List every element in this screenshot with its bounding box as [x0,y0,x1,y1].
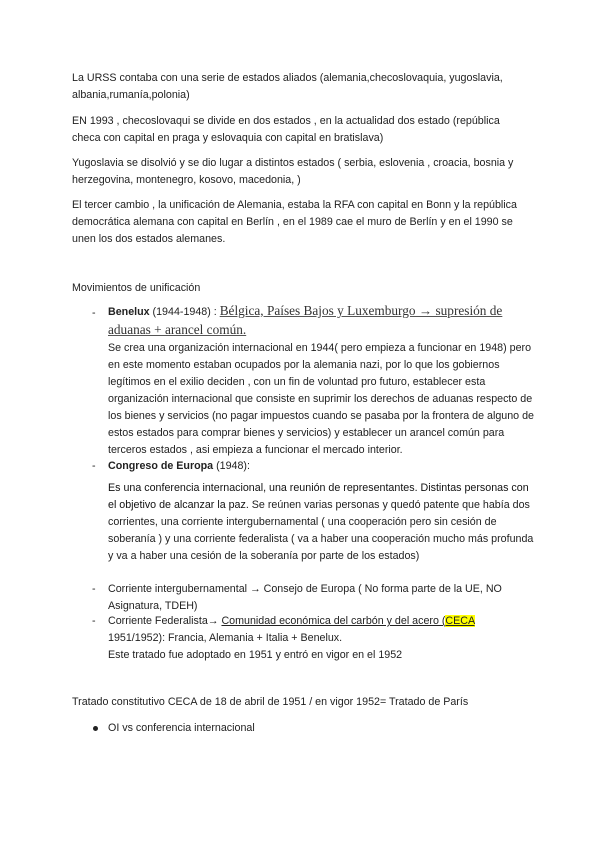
section-title: Movimientos de unificación [72,282,201,294]
federal-prefix: Corriente Federalista→ [108,615,222,627]
congreso-body-rest: Se reúnen varias personas y quedó patente que había dos corrientes, una corriente intergubernamental ( una cooperación pero sin cesión de soberanía ) y una corriente federalista ( va a haber una cooperación mucho más profunda y va a haber una cesión de la soberanía por parte de los estados) [108,499,534,562]
congreso-body [108,480,534,565]
benelux-name: Benelux [108,306,150,318]
intergub-dash: - [92,583,96,595]
intergub-text: Corriente intergubernamental → Consejo de Europa ( No forma parte de la UE, NO Asignatura, TDEH) [108,583,502,612]
paragraph-alemania: El tercer cambio , la unificación de Alemania, estaba la RFA con capital en Bonn y la república democrática alemana con capital en Berlín , en el 1989 cae el muro de Berlín y en el 1990 se unen los dos estados alemanes. [72,199,517,245]
benelux-body: Se crea una organización internacional en 1944( pero empieza a funcionar en 1948) pero en este momento estaban ocupados por la alemania nazi, por lo que los gobiernos legítimos en el exilio deciden , con un fin de voluntad pro futuro, establecer esta organización internacional que consiste en suprimir los derechos de aduanas respecto de los bienes y servicios (no pagar impuestos cuando se pasaba por la frontera de alguno de estos estados para comprar bienes y servicios) y establecer un arancel común para terceros estados , asi empieza a funcionar el mercado interior. [108,342,534,456]
benelux-dash: - [92,307,96,319]
congreso-name: Congreso de Europa [108,460,214,472]
paragraph-urss: La URSS contaba con una serie de estados aliados (alemania,checoslovaquia, yugoslavia, albania,rumanía,polonia) [72,72,503,101]
federal-dash: - [92,615,96,627]
tratado-line: Tratado constitutivo CECA de 18 de abril de 1951 / en vigor 1952= Tratado de París [72,696,469,708]
congreso-body-definition: Es una conferencia internacional, una reunión de representantes. Distintas personas con el objetivo de alcanzar la paz. [108,482,529,511]
paragraph-1993: EN 1993 , checoslovaqui se divide en dos estados , en la actualidad dos estado (república checa con capital en praga y eslovaquia con capital en bratislava) [72,115,500,144]
federal-note: Este tratado fue adoptado en 1951 y entró en vigor en el 1952 [108,649,403,661]
federal-text [108,613,534,647]
benelux-heading [108,302,534,340]
bullet-item: OI vs conferencia internacional [108,722,255,734]
federal-link: Comunidad económica del carbón y del acero ( [221,615,446,627]
paragraph-yugoslavia: Yugoslavia se disolvió y se dio lugar a distintos estados ( serbia, eslovenia , croacia, bosnia y herzegovina, montenegro, kosovo, macedonia, ) [72,157,514,186]
congreso-years: (1948): [213,460,250,472]
ceca-highlight: CECA [445,615,475,627]
benelux-years: (1944-1948) : [149,306,220,318]
federal-rest: 1951/1952): Francia, Alemania + Italia + Benelux. [108,632,343,644]
congreso-dash: - [92,460,96,472]
benelux-headline: Bélgica, Países Bajos y Luxemburgo → supresión de aduanas + arancel común. [108,303,503,337]
congreso-heading [108,458,534,475]
bullet-dot-icon [93,726,98,731]
